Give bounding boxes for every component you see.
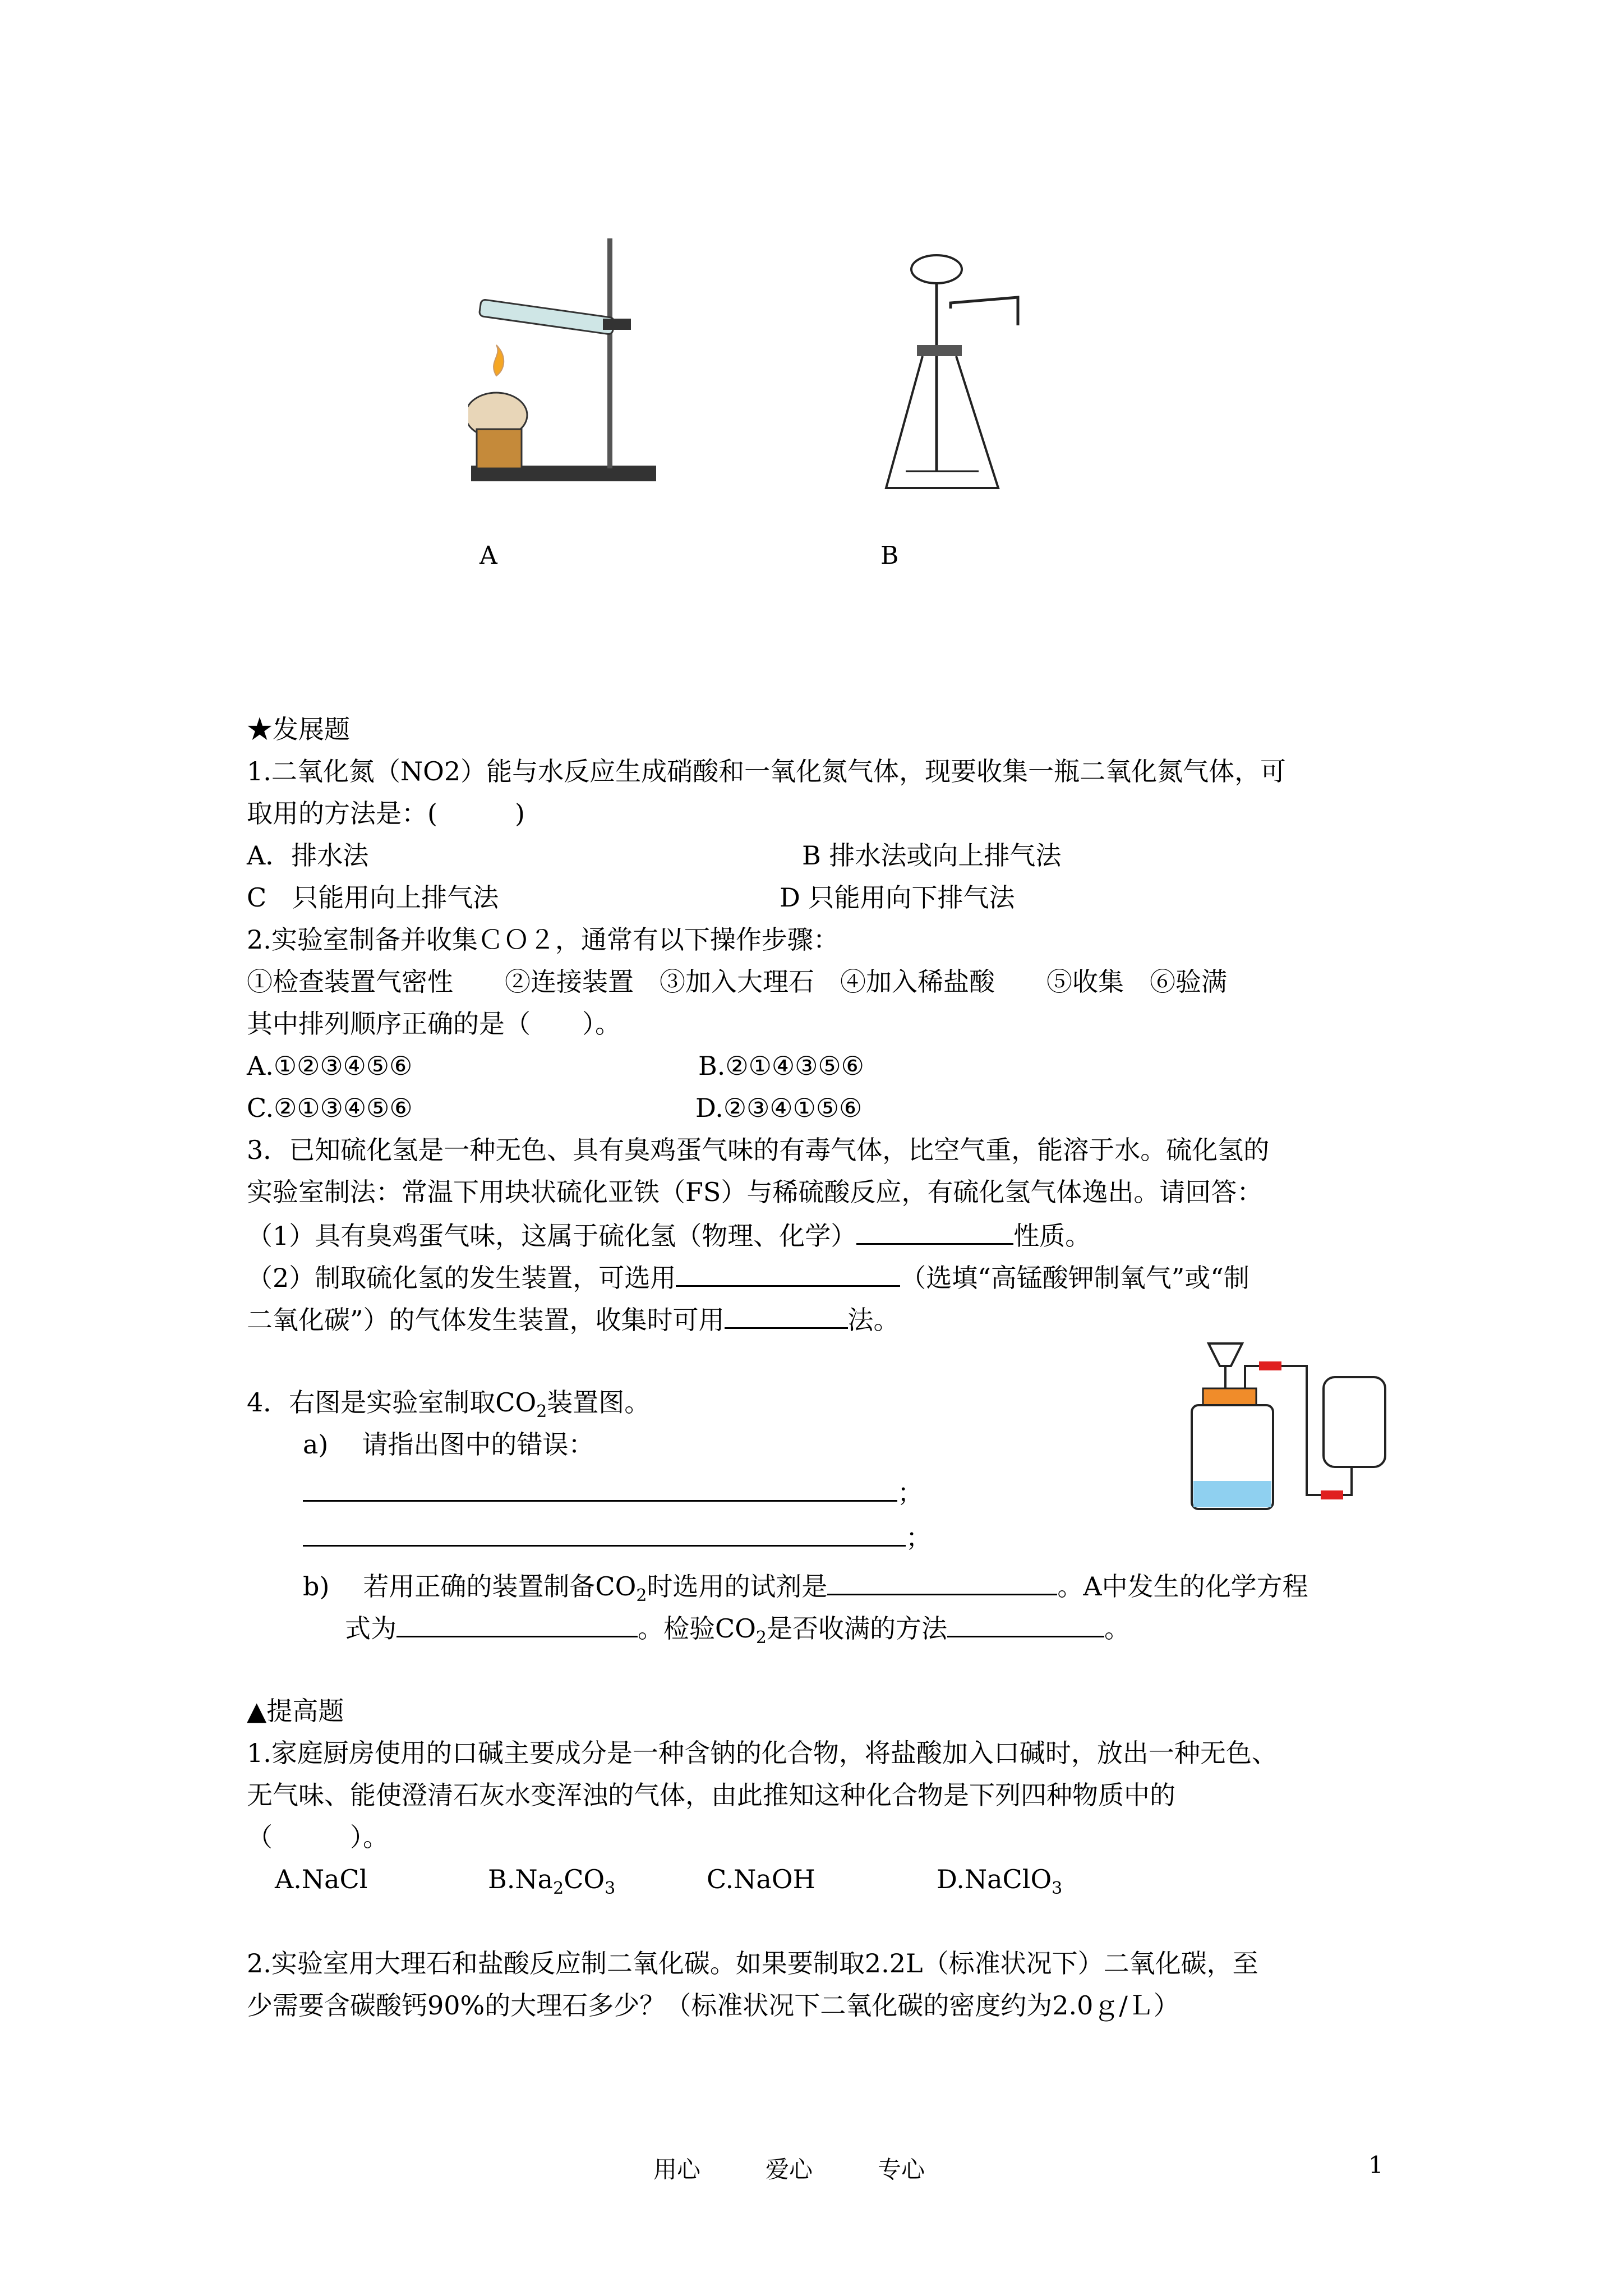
q4-part-b-sub1: 2: [636, 1586, 647, 1606]
q1-text-line2: 取用的方法是：( ): [247, 798, 525, 829]
q4-part-b-sub2: 2: [755, 1628, 767, 1648]
adv-q1-option-d: [937, 1864, 1062, 1904]
q4-part-b-line2: [345, 1611, 1130, 1654]
q4-check-method-blank[interactable]: [947, 1611, 1104, 1637]
q4-intro-text: 4．右图是实验室制取CO: [247, 1387, 537, 1418]
q3-part1-text: （1）具有臭鸡蛋气味，这属于硫化氢（物理、化学）: [247, 1221, 857, 1251]
adv-q2-line2: 少需要含碳酸钙90%的大理石多少？（标准状况下二氧化碳的密度约为2.0ｇ/Ｌ）: [247, 1990, 1179, 2021]
adv-q1-option-b: [488, 1864, 615, 1904]
q4-reagent-blank[interactable]: [827, 1569, 1057, 1595]
q4-part-b-label: b): [303, 1571, 330, 1602]
adv-q1-option-b-text2: CO: [564, 1864, 605, 1894]
q4-part-b-text1: 若用正确的装置制备CO: [363, 1571, 637, 1602]
q1-option-d: D 只能用向下排气法: [780, 882, 1015, 913]
q4-text-line1: [247, 1387, 650, 1428]
q4-equation-blank[interactable]: [396, 1611, 638, 1637]
q3-part2-suffix: （选填“高锰酸钾制氧气”或“制: [900, 1263, 1249, 1293]
q2-text-line2: ①检查装置气密性 ②连接装置 ③加入大理石 ④加入稀盐酸 ⑤收集 ⑥验满: [247, 967, 1227, 997]
q4-intro-suffix: 装置图。: [547, 1387, 651, 1418]
q4-error-line1: [303, 1475, 923, 1508]
adv-q1-option-d-sub: 3: [1052, 1879, 1063, 1899]
q3-part1-answer-blank[interactable]: [856, 1218, 1013, 1245]
section-heading-advanced: ▲提高题: [247, 1696, 344, 1726]
adv-q1-line3: （ ）。: [247, 1822, 389, 1852]
q3-part2-cont-suffix: 法。: [847, 1305, 900, 1335]
q3-part2-answer-blank[interactable]: [676, 1260, 900, 1287]
q2-option-d: D.②③④①⑤⑥: [695, 1093, 863, 1123]
adv-q1-line2: 无气味、能使澄清石灰水变浑浊的气体，由此推知这种化合物是下列四种物质中的: [247, 1780, 1175, 1810]
q3-part2-cont-text: 二氧化碳”）的气体发生装置，收集时可用: [247, 1305, 725, 1335]
q4-part-a-text: 请指出图中的错误：: [362, 1429, 594, 1460]
q4-semicolon-2: ；: [906, 1522, 932, 1553]
q3-part1-suffix: 性质。: [1013, 1221, 1091, 1251]
adv-q1-option-b-sub2: 3: [605, 1879, 616, 1899]
apparatus-a-figure: [468, 236, 681, 488]
q2-option-b: B.②①④③⑤⑥: [698, 1051, 864, 1081]
adv-q1-option-a: A.NaCl: [275, 1864, 368, 1894]
adv-q1-option-c: C.NaOH: [707, 1864, 815, 1894]
q4-part-b-line2d: 。: [1104, 1613, 1131, 1644]
q4-part-a-label: a): [303, 1429, 329, 1460]
footer-slogan-2: 爱心: [766, 2156, 813, 2183]
figure-b-label: B: [880, 541, 899, 570]
q2-option-c: C.②①③④⑤⑥: [247, 1093, 413, 1123]
q4-semicolon-1: ；: [897, 1478, 923, 1508]
q3-part2-cont: [247, 1303, 900, 1336]
q3-part1: [247, 1218, 1091, 1251]
q3-collect-method-blank[interactable]: [725, 1303, 848, 1329]
q1-option-b: B 排水法或向上排气法: [802, 840, 1062, 871]
adv-q1-option-b-text: B.Na: [488, 1864, 554, 1894]
apparatus-b-figure: [883, 252, 1085, 494]
footer-slogan-3: 专心: [878, 2156, 925, 2183]
q4-part-b-line2c: 是否收满的方法: [767, 1613, 948, 1644]
q1-option-c: C 只能用向上排气法: [247, 882, 499, 913]
q4-part-b-line2b: 。检验CO: [638, 1613, 756, 1644]
section-heading-development: ★发展题: [247, 714, 350, 744]
footer-slogan-1: 用心: [653, 2156, 701, 2183]
q4-part-a: [303, 1429, 594, 1460]
q3-part2-text: （2）制取硫化氢的发生装置，可选用: [247, 1263, 676, 1293]
q3-text-line2: 实验室制法：常温下用块状硫化亚铁（FS）与稀硫酸反应，有硫化氢气体逸出。请回答：: [247, 1177, 1263, 1207]
adv-q1-line1: 1.家庭厨房使用的口碱主要成分是一种含钠的化合物，将盐酸加入口碱时，放出一种无色、: [247, 1738, 1278, 1768]
q4-error-blank-2[interactable]: [303, 1520, 906, 1547]
page-number: 1: [1368, 2151, 1384, 2179]
q1-text-line1: 1.二氧化氮（NO2）能与水反应生成硝酸和一氧化氮气体，现要收集一瓶二氧化氮气体，可: [247, 756, 1287, 786]
q1-option-a: A．排水法: [247, 840, 369, 871]
q4-error-blank-1[interactable]: [303, 1475, 897, 1502]
q4-part-b-line2a: 式为: [345, 1613, 396, 1644]
co2-apparatus-figure: [1183, 1332, 1396, 1517]
q4-part-b: [303, 1569, 1308, 1612]
q4-co2-subscript: 2: [536, 1402, 547, 1422]
q4-error-line2: [303, 1520, 932, 1553]
figure-a-label: A: [479, 541, 497, 570]
q2-text-line3: 其中排列顺序正确的是（ ）。: [247, 1009, 621, 1039]
q4-part-b-text2: 时选用的试剂是: [647, 1571, 828, 1602]
q4-part-b-text3: 。A中发生的化学方程: [1057, 1571, 1308, 1602]
adv-q1-option-d-text: D.NaClO: [937, 1864, 1052, 1894]
q2-text-line1: 2.实验室制备并收集ＣＯ２，通常有以下操作步骤：: [247, 924, 839, 955]
adv-q1-option-b-sub: 2: [553, 1879, 564, 1899]
q2-option-a: A.①②③④⑤⑥: [247, 1051, 413, 1081]
adv-q2-line1: 2.实验室用大理石和盐酸反应制二氧化碳。如果要制取2.2L（标准状况下）二氧化碳，至: [247, 1948, 1258, 1978]
q3-part2: [247, 1260, 1249, 1294]
q3-text-line1: 3．已知硫化氢是一种无色、具有臭鸡蛋气味的有毒气体，比空气重，能溶于水。硫化氢的: [247, 1135, 1270, 1165]
